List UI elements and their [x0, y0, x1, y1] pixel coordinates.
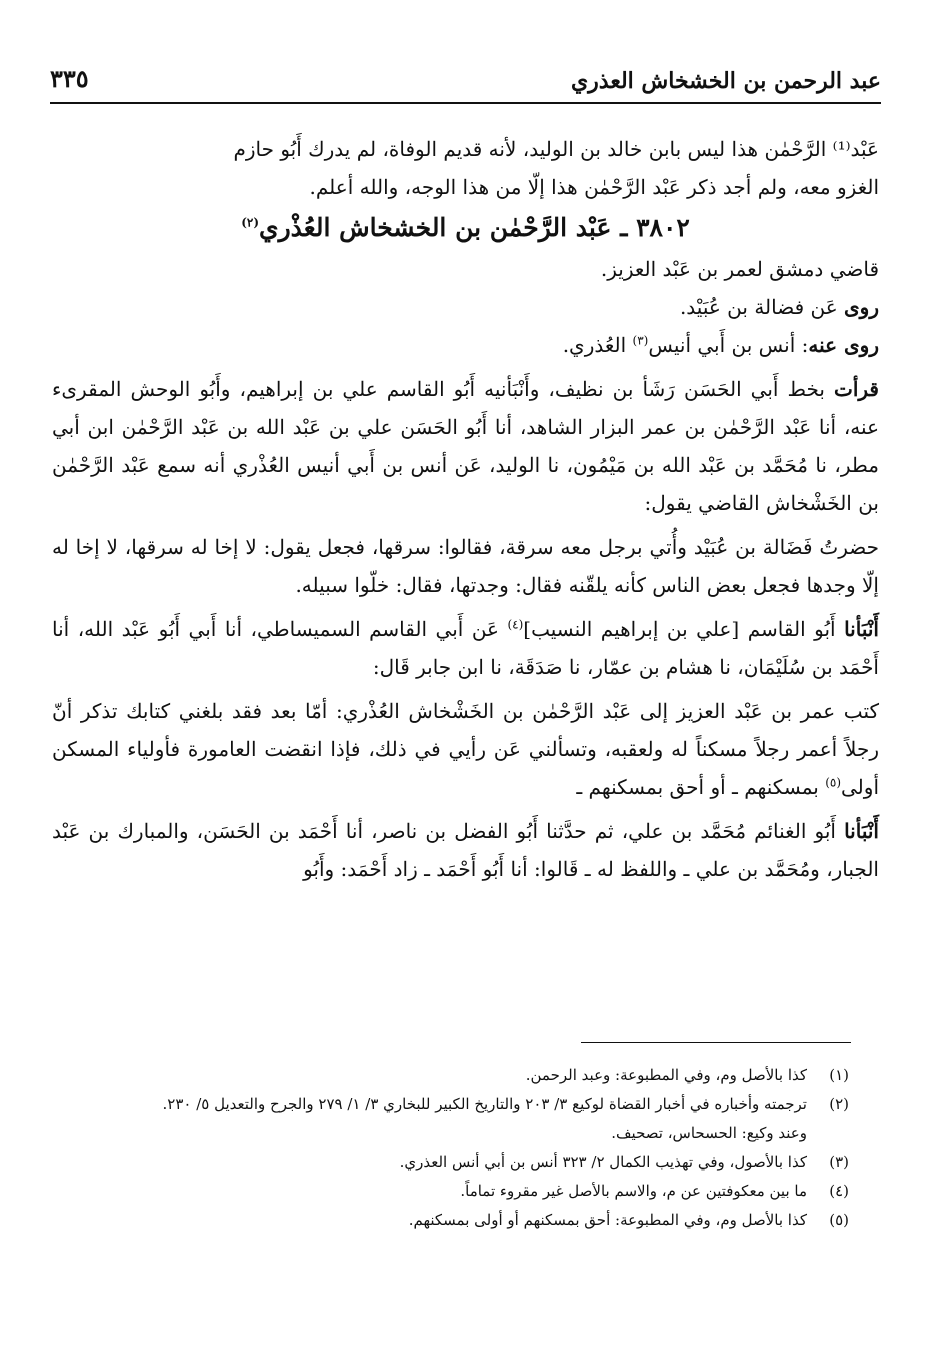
paragraph-1 [52, 370, 879, 522]
entry-heading-note: (٢) [241, 215, 260, 230]
running-header [50, 58, 881, 104]
paragraph-4 [52, 692, 879, 806]
footnote-divider [581, 1042, 851, 1043]
footnote-text: ترجمته وأخباره في أخبار القضاة لوكيع ٣/ ٢٠٣ والتاريخ الكبير للبخاري ٣/ ١/ ٢٧٩ والجرح والتعديل ٥/ ٢٣٠. [162, 1095, 807, 1113]
paragraph-2: حضرتُ فَضَالة بن عُبَيْد وأُتي برجل معه سرقة، فقالوا: سرقها، فجعل يقول: لا إخا له سرقها، لا إخا له إلّا وجدها فجعل بعض الناس كأنه يلقّنه فقال: وجدتها، فقال: خلّوا سبيله. [52, 535, 879, 597]
footnote-number: (٣) [829, 1153, 849, 1171]
entry-heading [52, 206, 879, 250]
entry-heading-text: ٣٨٠٢ ـ عَبْد الرَّحْمٰن بن الخشخاش العُذْري [259, 213, 690, 242]
narrated-by-text-b: العُذري. [562, 333, 633, 357]
paragraph-1-text: بخط أَبي الحَسَن رَشَأ بن نظيف، وأَنْبَأنيه أَبُو القاسم علي بن إبراهيم، وأَبُو الوحش المقرىء عنه، أنا عَبْد الرَّحْمٰن بن عمر البزار الشاهد، أنا أَبُو الحَسَن علي بن عَبْد الله بن عَبْد الرَّحْمٰن ابن أبي مطر، نا مُحَمَّد بن عَبْد الله بن مَيْمُون، نا الوليد، عَن أنس بن أَبي أنيس العُذْري أنه سمع عَبْد الرَّحْمٰن بن الخَشْخاش القاضي يقول: [52, 377, 879, 515]
paragraph-5-label: أَنْبَأنا [844, 819, 879, 843]
entry-role: قاضي دمشق لعمر بن عَبْد العزيز. [600, 257, 879, 281]
paragraph-3-text-a: أَبُو القاسم [علي بن إبراهيم النسيب] [523, 617, 845, 641]
footnotes [60, 1062, 849, 1236]
footnote-5 [60, 1207, 849, 1233]
narrated-by-label: روى عنه [808, 333, 879, 357]
footnote-3 [60, 1149, 849, 1175]
paragraph-5 [52, 812, 879, 888]
footnote-4 [60, 1178, 849, 1204]
running-title: عبد الرحمن بن الخشخاش العذري [570, 68, 881, 94]
paragraph-1-label: قرأت [834, 377, 879, 401]
paragraph-5-text: أَبُو الغنائم مُحَمَّد بن علي، ثم حدَّثنا أَبُو الفضل بن ناصر، أنا أَحْمَد بن الحَسَن، والمبارك بن عَبْد الجبار، ومُحَمَّد بن علي ـ واللفظ له ـ قَالوا: أنا أَبُو أَحْمَد ـ زاد أَحْمَد: وأَبُو [52, 819, 879, 881]
entry-narrated-from [52, 288, 879, 326]
intro-line-1: عَبْد⁽¹⁾ الرَّحْمٰن هذا ليس بابن خالد بن الوليد، لأنه قديم الوفاة، لم يدرك أَبُو حازم [233, 137, 879, 161]
footnote-text: كذا بالأصل وم، وفي المطبوعة: أحق بمسكنهم أو أولى بمسكنهم. [408, 1211, 807, 1229]
footnote-1 [60, 1062, 849, 1088]
main-text [52, 130, 879, 888]
footnote-text: ما بين معكوفتين عن م، والاسم بالأصل غير مقروء تماماً. [460, 1182, 807, 1200]
narrated-by-text-a: : أنس بن أَبي أنيس [648, 333, 809, 357]
footnote-number: (٢) [829, 1095, 849, 1113]
narrated-by-note: (٣) [632, 333, 649, 348]
paragraph-3-label: أَنْبَأنا [844, 617, 879, 641]
paragraph-4-note: (٥) [825, 775, 842, 790]
page-number: ٣٣٥ [50, 64, 89, 93]
footnote-text: كذا بالأصل وم، وفي المطبوعة: وعبد الرحمن. [525, 1066, 807, 1084]
footnote-2 [60, 1091, 849, 1117]
footnote-2-continuation: وعند وكيع: الحسحاس، تصحيف. [611, 1124, 807, 1142]
narrated-from-label: روى [844, 295, 879, 319]
paragraph-3-text-b: عَن أَبي القاسم السميساطي، أنا أَبي أَبُو عَبْد الله، أنا أَحْمَد بن سُلَيْمَان، نا هشام بن عمّار، نا صَدَقَة، نا ابن جابر قَال: [52, 617, 879, 679]
footnote-number: (٥) [829, 1211, 849, 1229]
paragraph-4-text-b: بمسكنهم ـ أو أحق بمسكنهم ـ [576, 775, 826, 799]
paragraph-3-note: (٤) [507, 617, 524, 632]
intro-line-2: الغزو معه، ولم أجد ذكر عَبْد الرَّحْمٰن هذا إلّا من هذا الوجه، والله أعلم. [309, 175, 879, 199]
paragraph-4-text-a: كتب عمر بن عَبْد العزيز إلى عَبْد الرَّحْمٰن بن الخَشْخاش العُذْري: أمّا بعد فقد بلغني كتابك تذكر أنّ رجلاً أعمر رجلاً مسكناً له ولعقبه، وتسألني عَن رأيي في ذلك، فإذا انقضت العامورة فأولياء المسكن أولى [52, 699, 879, 799]
paragraph-3 [52, 610, 879, 686]
narrated-from-text: عَن فضالة بن عُبَيْد. [679, 295, 845, 319]
footnote-text: كذا بالأصول، وفي تهذيب الكمال ٢/ ٣٢٣ أنس بن أبي أنس العذري. [399, 1153, 807, 1171]
entry-narrated-by [52, 326, 879, 364]
footnote-number: (٤) [829, 1182, 849, 1200]
footnote-number: (١) [829, 1066, 849, 1084]
